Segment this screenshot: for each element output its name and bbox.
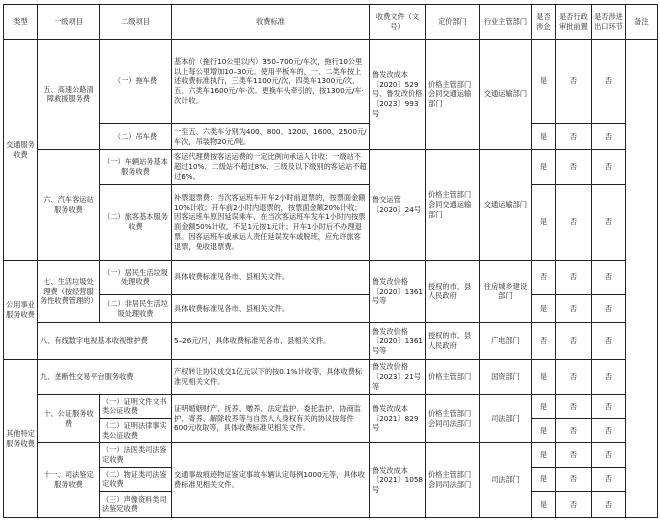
level2-cell: （一）居民生活垃圾处理收费 (100, 260, 172, 295)
standard-cell: 具体收费标准见各市、县相关文件。 (172, 260, 370, 295)
standard-cell: 补票退票费：当次客运班车开车2小时前退票的，按票面金额10%计收；开车前2小时内退票的，按票面金额20%计收；因客运班车原因延误乘车，在当次客运班车发车1小时内按票面金额50%计收，不足1元按1元计；开车1小时后不办理退票。因客运班车或承运人责任延误发车或脱班，应允许旅客退票，免收退票费。 (172, 184, 370, 260)
export-cell: 否 (592, 39, 626, 123)
approval-cell: 否 (556, 443, 592, 467)
header-export: 是否涉进出口环节 (592, 5, 626, 40)
approval-cell: 否 (556, 260, 592, 295)
header-standard: 收费标准 (172, 5, 370, 40)
table-row (4, 150, 658, 185)
level1-cell: 九、垄断性交易平台服务收费 (38, 360, 172, 395)
table-row (4, 443, 658, 467)
enterprise-cell: 是 (532, 184, 556, 260)
enterprise-cell: 是 (532, 360, 556, 395)
header-enterprise: 是否涉企 (532, 5, 556, 40)
level2-cell: （二）非居民生活垃圾处理收费 (100, 295, 172, 323)
level1-cell: 八、有线数字电视基本收视维护费 (38, 323, 172, 360)
level2-cell: （二）旅客基本服务收费 (100, 184, 172, 260)
industry-dept-cell: 司法部门 (480, 443, 532, 518)
standard-cell: 证明婚姻财产、抚养、赠养、法定监护、委托监护、协商监护、寄养、解除收养等与自然人人身权有关的协议按每件600元收取等，具体收费标准见相关文件。 (172, 394, 370, 443)
remarks-cell (626, 39, 658, 517)
header-remarks: 备注 (626, 5, 658, 40)
level1-cell: 七、生活垃圾处理费（按经营服务性收费管理的） (38, 260, 100, 323)
pricing-dept-cell: 授权的市、县人民政府 (426, 323, 480, 360)
level2-cell: （一）证明文件文书类公证收费 (100, 394, 172, 418)
enterprise-cell: 是 (532, 443, 556, 467)
industry-dept-cell: 广电部门 (480, 323, 532, 360)
header-level2: 二级项目 (100, 5, 172, 40)
industry-dept-cell: 交通运输部门 (480, 39, 532, 149)
type-cell: 交通服务收费 (4, 39, 38, 260)
type-cell: 其他特定服务收费 (4, 360, 38, 518)
table-row (4, 360, 658, 395)
document-cell: 鲁发改成本〔2021〕829号 (370, 394, 426, 443)
standard-cell: 具体收费标准见各市、县相关文件。 (172, 295, 370, 323)
table-row (4, 124, 658, 150)
pricing-dept-cell: 价格主管部门会同交通运输部门 (426, 150, 480, 261)
enterprise-cell: 是 (532, 150, 556, 185)
enterprise-cell: 是 (532, 295, 556, 323)
header-industry-dept: 行业主管部门 (480, 5, 532, 40)
table-row (4, 394, 658, 418)
standard-cell: 客运代理费按客运运费的一定比例向承运人计收：一级站不超过10%、二级站不超过8%、三级及以下级别的客运站不超过6%。 (172, 150, 370, 185)
level1-cell: 十、公证服务收费 (38, 394, 100, 443)
standard-cell: 产权转让协议成交1亿元以下的按0.1%计收等，具体收费标准见相关文件。 (172, 360, 370, 395)
export-cell: 否 (592, 467, 626, 491)
export-cell: 否 (592, 360, 626, 395)
enterprise-cell: 是 (532, 39, 556, 123)
pricing-dept-cell: 授权的市、县人民政府 (426, 260, 480, 323)
export-cell: 否 (592, 124, 626, 150)
industry-dept-cell: 住房城乡建设部门 (480, 260, 532, 323)
export-cell: 否 (592, 419, 626, 443)
header-type: 类型 (4, 5, 38, 40)
standard-cell: 交通事故痕迹物证鉴定事故车辆认定每例1000元等，具体收费标准见相关文件。 (172, 443, 370, 518)
export-cell: 否 (592, 491, 626, 517)
document-cell: 鲁发改价格〔2023〕21号等 (370, 360, 426, 395)
approval-cell: 否 (556, 39, 592, 123)
table-row (4, 295, 658, 323)
enterprise-cell: 是 (532, 124, 556, 150)
approval-cell: 否 (556, 295, 592, 323)
approval-cell: 否 (556, 491, 592, 517)
table-row (4, 184, 658, 260)
approval-cell: 否 (556, 467, 592, 491)
enterprise-cell: 否 (532, 323, 556, 360)
type-cell: 公用事业服务收费 (4, 260, 38, 360)
export-cell: 否 (592, 150, 626, 185)
header-level1: 一级项目 (38, 5, 100, 40)
export-cell: 否 (592, 184, 626, 260)
level1-cell: 五、高速公路清障救援服务费 (38, 39, 100, 149)
approval-cell: 否 (556, 323, 592, 360)
pricing-dept-cell: 价格主管部门会同司法部门 (426, 394, 480, 443)
approval-cell: 否 (556, 419, 592, 443)
standard-cell: 一至五、六类车分别为400、800、1200、1600、2500元/车次，吊装物20元/吨。 (172, 124, 370, 150)
enterprise-cell: 是 (532, 467, 556, 491)
level2-cell: （三）声像资料类司法鉴定收费 (100, 491, 172, 517)
document-cell: 鲁发改价格〔2020〕1361号等 (370, 323, 426, 360)
document-cell: 鲁交运管〔2020〕24号 (370, 150, 426, 261)
level2-cell: （二）吊车费 (100, 124, 172, 150)
table-row (4, 323, 658, 360)
standard-cell: 基本价（拖行10公里以内）350–700元/车次，拖行10公里以上每公里增加10–30元。使用平板车的，一、二类车按上述收费标准执行，三类车1100元/次，四类车1300元/次，五、六类车1600元/车·次。更换车头牵引的，按1300元/车·次计收。 (172, 39, 370, 123)
pricing-dept-cell: 价格主管部门会同司法部门 (426, 443, 480, 518)
approval-cell: 否 (556, 150, 592, 185)
document-cell: 鲁发改成本〔2021〕1058号 (370, 443, 426, 518)
level2-cell: （一）拖车费 (100, 39, 172, 123)
level2-cell: （一）车辆站务基本服务收费 (100, 150, 172, 185)
table-row (4, 260, 658, 295)
approval-cell: 否 (556, 124, 592, 150)
industry-dept-cell: 司法部门 (480, 394, 532, 443)
header-pricing-dept: 定价部门 (426, 5, 480, 40)
approval-cell: 否 (556, 394, 592, 418)
enterprise-cell: 是 (532, 419, 556, 443)
approval-cell: 否 (556, 360, 592, 395)
level2-cell: （二）物证类司法鉴定收费 (100, 467, 172, 491)
header-row (4, 5, 658, 40)
enterprise-cell: 否 (532, 260, 556, 295)
export-cell: 否 (592, 394, 626, 418)
industry-dept-cell: 交通运输部门 (480, 150, 532, 261)
level1-cell: 六、汽车客运站服务收费 (38, 150, 100, 261)
enterprise-cell: 是 (532, 394, 556, 418)
pricing-dept-cell: 价格主管部门 (426, 360, 480, 395)
table-row (4, 39, 658, 123)
document-cell: 鲁发改成本〔2020〕529号、鲁发改价格〔2023〕993号 (370, 39, 426, 149)
document-cell: 鲁发改价格〔2020〕1361号等 (370, 260, 426, 323)
standard-cell: 5–26元/月，具体收费标准见各市、县相关文件。 (172, 323, 370, 360)
export-cell: 否 (592, 443, 626, 467)
header-document: 收费文件（文号） (370, 5, 426, 40)
approval-cell: 否 (556, 184, 592, 260)
level2-cell: （二）证明法律事实类公证收费 (100, 419, 172, 443)
header-approval: 是否行政审批前置 (556, 5, 592, 40)
export-cell: 否 (592, 260, 626, 295)
fee-table (3, 4, 658, 518)
export-cell: 否 (592, 295, 626, 323)
industry-dept-cell: 国资部门 (480, 360, 532, 395)
pricing-dept-cell: 价格主管部门会同交通运输部门 (426, 39, 480, 149)
enterprise-cell: 是 (532, 491, 556, 517)
level1-cell: 十一、司法鉴定服务收费 (38, 443, 100, 518)
export-cell: 否 (592, 323, 626, 360)
level2-cell: （一）法医类司法鉴定收费 (100, 443, 172, 467)
